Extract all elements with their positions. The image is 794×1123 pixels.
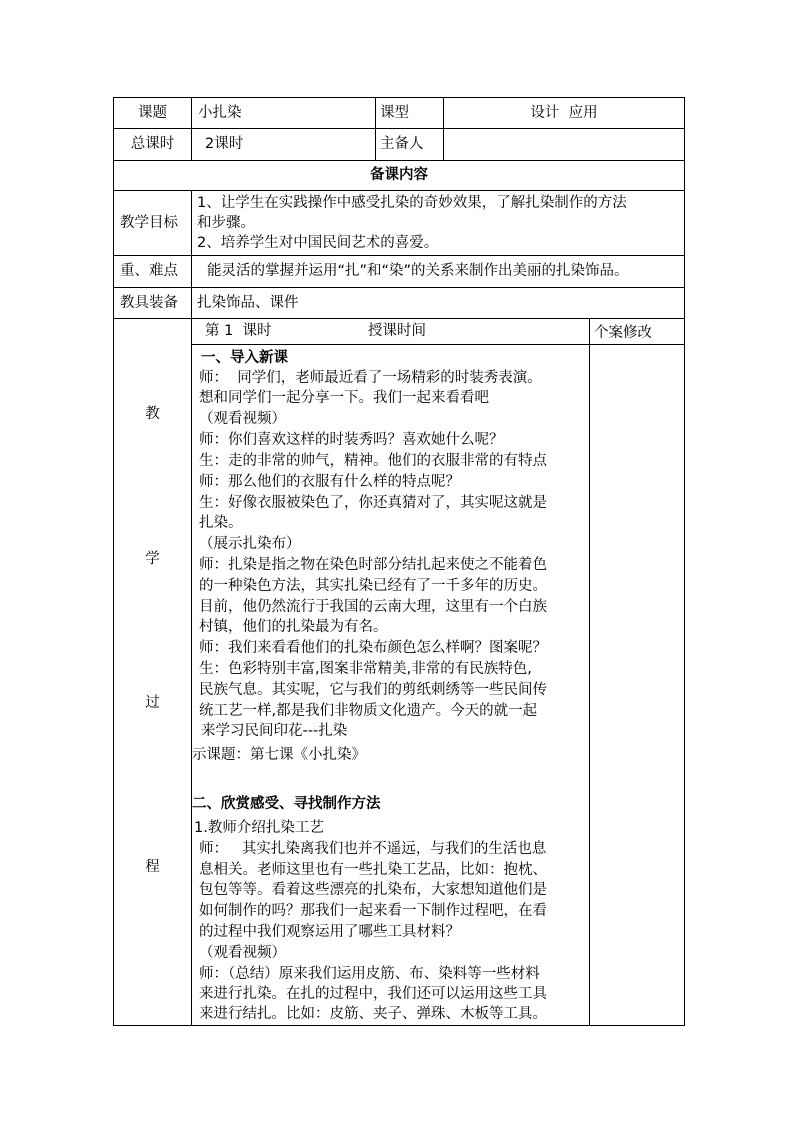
preparer-label: 主备人: [380, 136, 424, 152]
objective-line: 和步骤。: [197, 215, 255, 231]
process-line: 一、导入新课: [201, 350, 288, 366]
section-title: 备课内容: [370, 167, 428, 183]
process-line: 生：色彩特别丰富,图案非常精美,非常的有民族特色,: [199, 661, 532, 677]
type-label: 课型: [380, 105, 409, 121]
hours-label: 总课时: [130, 136, 175, 152]
topic-label: 课题: [138, 105, 167, 121]
process-line: 息相关。老师这里也有一些扎染工艺品，比如：抱枕、: [199, 862, 547, 878]
key-points-text: 能灵活的掌握并运用“扎”和“染”的关系来制作出美丽的扎染饰品。: [207, 263, 629, 279]
process-line: 师：扎染是指之物在染色时部分结扎起来使之不能着色: [199, 557, 547, 573]
equipment-text: 扎染饰品、课件: [197, 295, 299, 311]
process-line: 包包等等。看着这些漂亮的扎染布，大家想知道他们是: [199, 882, 547, 898]
process-line: 生：走的非常的帅气，精神。他们的衣服非常的有特点: [199, 453, 547, 469]
process-line: 师：（总结）原来我们运用皮筋、布、染料等一些材料: [199, 966, 540, 982]
process-line: （观看视频）: [199, 411, 286, 427]
process-line: 的一种染色方法，其实扎染已经有了一千多年的历史。: [199, 578, 547, 594]
lesson-number: 第 1 课时: [205, 323, 272, 339]
process-line: 民族气息。其实呢，它与我们的剪纸刺绣等一些民间传: [199, 682, 547, 698]
process-line: 师：你们喜欢这样的时装秀吗？喜欢她什么呢？: [199, 432, 504, 448]
process-line: 示课题：第七课《小扎染》: [192, 747, 366, 763]
process-line: 村镇，他们的扎染最为有名。: [199, 619, 388, 635]
process-label-char: 程: [145, 859, 160, 875]
process-line: 来学习民间印花---扎染: [201, 723, 348, 739]
process-line: 师：那么他们的衣服有什么样的特点呢？: [199, 474, 460, 490]
process-line: 目前，他仍然流行于我国的云南大理，这里有一个白族: [199, 599, 547, 615]
lesson-time-label: 授课时间: [368, 323, 426, 339]
process-label-char: 学: [145, 551, 160, 567]
process-line: 的过程中我们观察运用了哪些工具材料？: [199, 924, 460, 940]
process-line: 如何制作的吗？那我们一起来看一下制作过程吧，在看: [199, 903, 547, 919]
revise-label: 个案修改: [594, 325, 652, 341]
objective-line: 2、培养学生对中国民间艺术的喜爱。: [197, 235, 439, 251]
process-line: 来进行结扎。比如：皮筋、夹子、弹珠、木板等工具。: [199, 1006, 547, 1022]
process-label-char: 教: [145, 406, 160, 422]
topic-value: 小扎染: [198, 105, 242, 121]
process-line: （展示扎染布）: [199, 536, 301, 552]
process-line: 1.教师介绍扎染工艺: [194, 820, 324, 836]
process-label-char: 过: [145, 695, 160, 711]
objectives-label: 教学目标: [120, 215, 178, 231]
process-line: 来进行扎染。在扎的过程中，我们还可以运用这些工具: [199, 986, 547, 1002]
objective-line: 1、让学生在实践操作中感受扎染的奇妙效果，了解扎染制作的方法: [197, 195, 627, 211]
process-line: （观看视频）: [199, 945, 286, 961]
process-line: 二、欣赏感受、寻找制作方法: [192, 796, 381, 812]
process-line: 师： 同学们，老师最近看了一场精彩的时装秀表演。: [199, 370, 542, 386]
process-line: 师： 其实扎染离我们也并不遥远，与我们的生活也息: [199, 841, 547, 857]
process-line: 生：好像衣服被染色了，你还真猜对了，其实呢这就是: [199, 495, 547, 511]
type-value: 设计 应用: [530, 105, 598, 121]
process-line: 想和同学们一起分享一下。我们一起来看看吧: [199, 390, 489, 406]
process-line: 扎染。: [199, 515, 243, 531]
equipment-label: 教具装备: [120, 295, 178, 311]
process-line: 统工艺一样,都是我们非物质文化遗产。今天的就一起: [199, 703, 538, 719]
hours-value: 2课时: [205, 136, 244, 152]
process-line: 师：我们来看看他们的扎染布颜色怎么样啊？图案呢？: [199, 640, 547, 656]
key-points-label: 重、难点: [120, 263, 178, 279]
